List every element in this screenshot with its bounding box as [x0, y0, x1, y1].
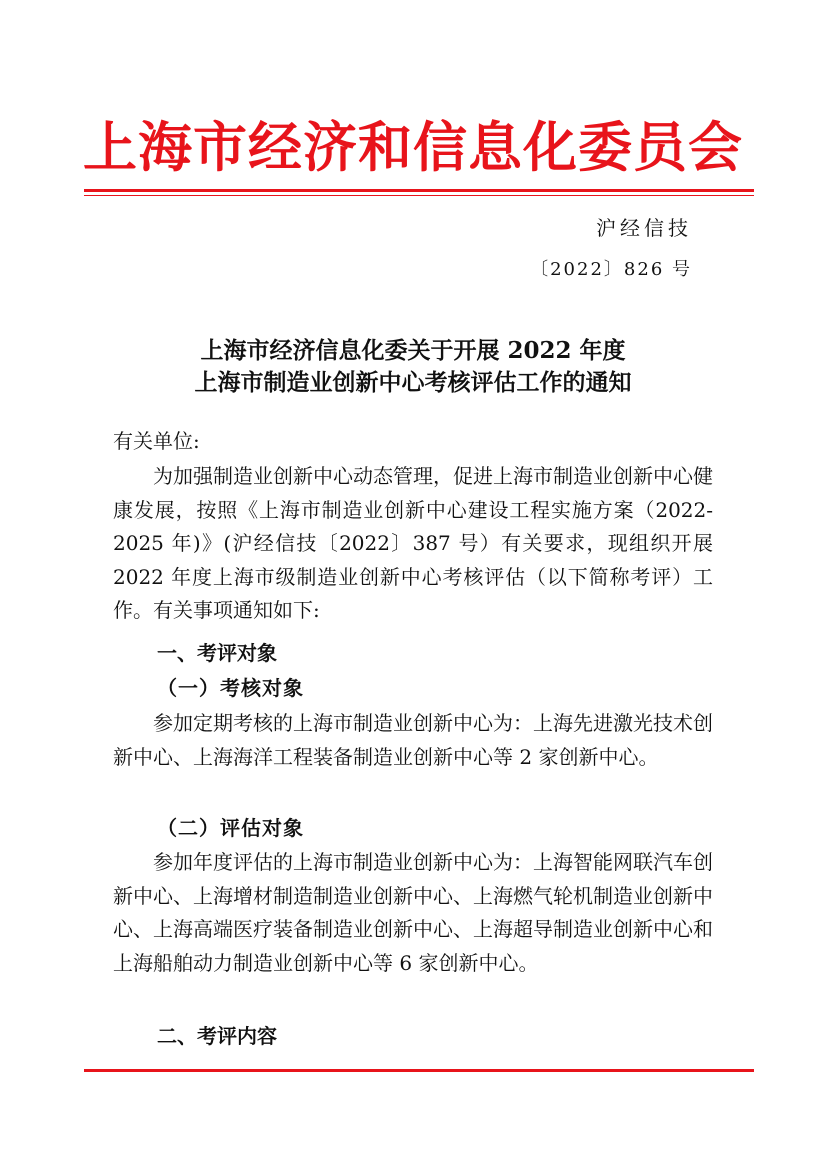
salutation: 有关单位:: [113, 429, 200, 453]
letterhead-rule-bottom: [84, 195, 754, 196]
letterhead-org-name: 上海市经济和信息化委员会: [83, 115, 743, 179]
section1-heading: 一、考评对象: [157, 641, 277, 665]
doc-title-line1: 上海市经济信息化委关于开展 2022 年度: [200, 337, 626, 364]
subsection2-paragraph: 参加年度评估的上海市制造业创新中心为：上海智能网联汽车创新中心、上海增材制造制造业创新中心、上海燃气轮机制造业创新中心、上海高端医疗装备制造业创新中心、上海超导制造业创新中心和上海船舶动力制造业创新中心等 6 家创新中心。: [113, 850, 713, 975]
subsection2-heading: （二）评估对象: [157, 816, 304, 840]
subsection1-heading: （一）考核对象: [157, 676, 304, 700]
doc-title-line2: 上海市制造业创新中心考核评估工作的通知: [194, 369, 632, 396]
section2-heading: 二、考评内容: [157, 1024, 277, 1048]
doc-number-line1: 沪经信技: [596, 216, 692, 240]
footer-rule: [84, 1069, 754, 1072]
subsection1-paragraph: 参加定期考核的上海市制造业创新中心为：上海先进激光技术创新中心、上海海洋工程装备制造业创新中心等 2 家创新中心。: [113, 711, 713, 769]
doc-number-line2: 〔2022〕826 号: [530, 259, 692, 280]
letterhead-rule-top: [84, 189, 754, 192]
intro-paragraph: 为加强制造业创新中心动态管理，促进上海市制造业创新中心健康发展，按照《上海市制造业创新中心建设工程实施方案（2022-2025 年)》(沪经信技〔2022〕387 号）有关要求，现组织开展 2022 年度上海市级制造业创新中心考核评估（以下简称考评）工作。有关事项通知如下:: [113, 464, 713, 622]
